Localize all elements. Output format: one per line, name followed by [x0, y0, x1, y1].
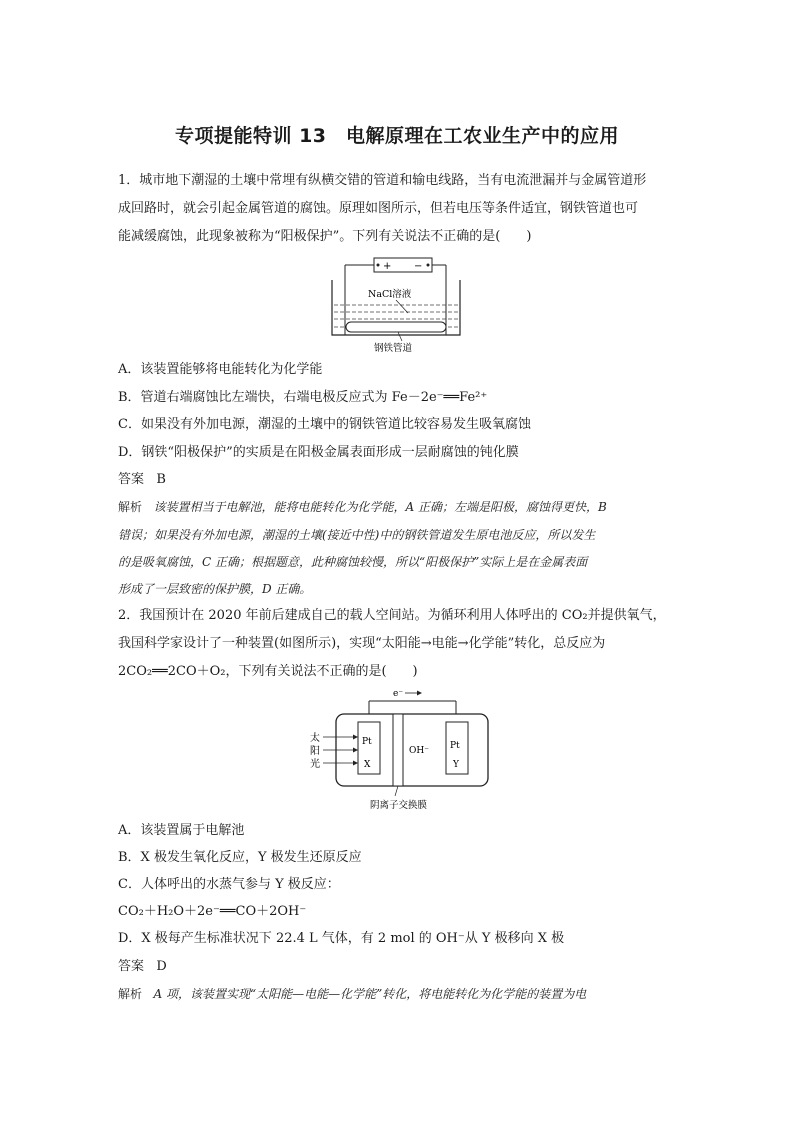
q2-right-electrode-top: Pt — [450, 741, 460, 751]
q2-left-electrode-top: Pt — [362, 737, 372, 747]
q1-stem-line-3: 能减缓腐蚀，此现象被称为“阳极保护”。下列有关说法不正确的是( ) — [118, 229, 532, 244]
q2-answer: D — [156, 959, 167, 974]
q2-membrane-label: 阴离子交换膜 — [370, 800, 428, 811]
q1-solution-label: NaCl溶液 — [368, 289, 412, 300]
q2-option-b: B．X 极发生氧化反应，Y 极发生还原反应 — [118, 850, 362, 865]
q2-answer-line — [118, 958, 688, 976]
q2-sun-label-1: 太 — [310, 733, 320, 744]
q1-option-b: B．管道右端腐蚀比左端快，右端电极反应式为 Fe－2e⁻══Fe²⁺ — [118, 390, 488, 405]
q1-explain-line-3: 的是吸氧腐蚀，C 正确；根据题意，此种腐蚀较慢，所以“阳极保护”实际上是在金属表面 — [118, 555, 588, 569]
q1-stem-line-1: 1．城市地下潮湿的土壤中常埋有纵横交错的管道和输电线路，当有电流泄漏并与金属管道形 — [118, 173, 647, 188]
q2-membrane — [393, 714, 403, 786]
q2-option-c: C．人体呼出的水蒸气参与 Y 极反应： — [118, 877, 340, 892]
q2-electron-label: e⁻ — [393, 689, 404, 699]
q2-ion-label: OH⁻ — [409, 746, 429, 756]
q2-option-d: D．X 极每产生标准状况下 22.4 L 气体，有 2 mol 的 OH⁻从 Y 极移向 X 极 — [118, 931, 565, 946]
page-title: 专项提能特训 13 电解原理在工农业生产中的应用 — [174, 125, 620, 147]
q1-option-d: D．钢铁“阳极保护”的实质是在阳极金属表面形成一层耐腐蚀的钝化膜 — [118, 445, 519, 460]
q2-stem-line-1: 2．我国预计在 2020 年前后建成自己的载人空间站。为循环利用人体呼出的 CO₂并提供氧气， — [118, 608, 666, 623]
q2-stem-line-2: 我国科学家设计了一种装置(如图所示)，实现“太阳能→电能→化学能”转化，总反应为 — [118, 636, 606, 651]
q1-option-c: C．如果没有外加电源，潮湿的土壤中的钢铁管道比较容易发生吸氧腐蚀 — [118, 417, 531, 432]
q1-stem-line-2: 成回路时，就会引起金属管道的腐蚀。原理如图所示，但若电压等条件适宜，钢铁管道也可 — [118, 201, 639, 216]
q2-explain-line-1: 解析 A 项，该装置实现“太阳能—电能—化学能”转化，将电能转化为化学能的装置为电 — [118, 987, 587, 1001]
q2-explain-label: 解析 — [118, 987, 143, 1001]
q2-sun-label-2: 阳 — [310, 746, 320, 757]
q1-plus-label: + — [383, 261, 392, 272]
q1-answer-label: 答案 — [118, 472, 145, 487]
q1-minus-label: − — [414, 261, 423, 272]
q2-option-c-equation: CO₂＋H₂O＋2e⁻══CO＋2OH⁻ — [118, 904, 307, 919]
q1-explain-line-2: 错误；如果没有外加电源，潮湿的土壤(接近中性)中的钢铁管道发生原电池反应，所以发生 — [118, 528, 596, 542]
q1-option-a: A．该装置能够将电能转化为化学能 — [118, 362, 323, 377]
q1-pipe-label: 钢铁管道 — [374, 343, 413, 354]
q2-answer-label: 答案 — [118, 959, 145, 974]
q2-figure — [305, 686, 495, 814]
q1-explain-line-4: 形成了一层致密的保护膜，D 正确。 — [118, 582, 312, 596]
q2-right-electrode-bottom: Y — [453, 760, 459, 770]
q1-explain-line-1: 解析 该装置相当于电解池，能将电能转化为化学能，A 正确；左端是阳极，腐蚀得更快，B — [118, 500, 607, 514]
q1-figure — [328, 255, 464, 355]
q2-option-a: A．该装置属于电解池 — [118, 823, 245, 838]
q1-answer-line — [118, 471, 688, 489]
q1-answer: B — [156, 472, 166, 487]
q1-pipe — [346, 322, 446, 332]
q2-sun-label-3: 光 — [310, 759, 320, 770]
q1-explain-label: 解析 — [118, 500, 143, 514]
q2-left-electrode-bottom: X — [364, 760, 371, 770]
q2-stem-line-3: 2CO₂══2CO＋O₂，下列有关说法不正确的是( ) — [118, 664, 418, 679]
